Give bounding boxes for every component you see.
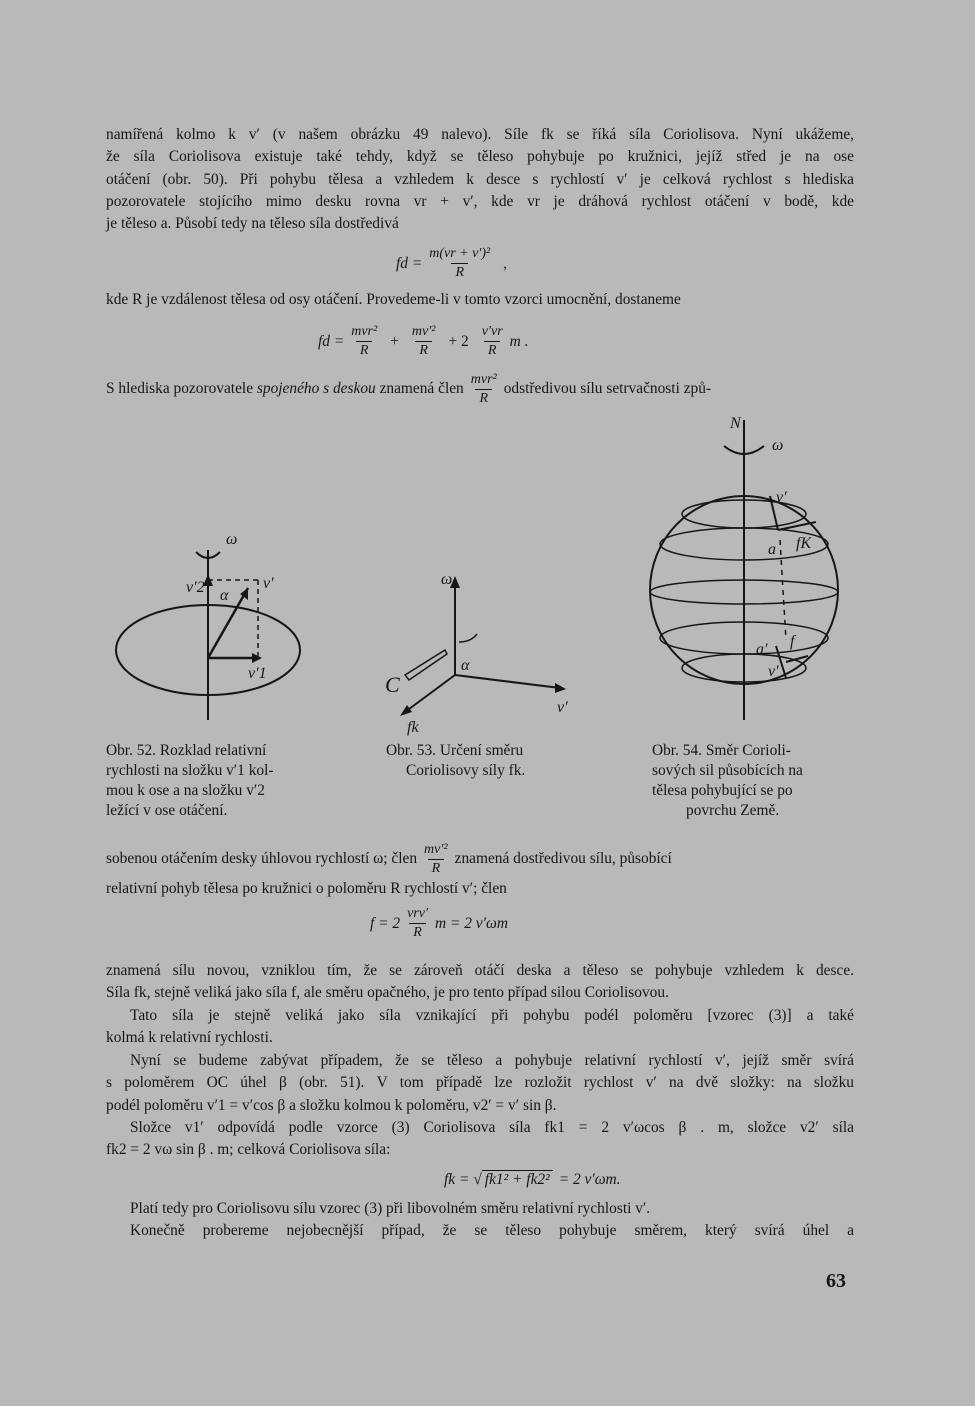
caption-line: povrchu Země. xyxy=(686,802,780,819)
figure-53-diagram xyxy=(385,570,595,740)
text-line: Síla fk, stejně veliká jako síla f, ale směru opačného, je pro tento případ silou Coriolisovou. xyxy=(106,984,669,1002)
label-v-top: v′ xyxy=(776,489,787,506)
text-span: znamená dostředivou sílu, působící xyxy=(454,850,672,868)
numerator: v′vr xyxy=(481,324,503,339)
text-line: kde R je vzdálenost tělesa od osy otáčení. Provedeme-li v tomto vzorci umocnění, dostaneme xyxy=(106,291,681,308)
equation-3 xyxy=(370,906,508,941)
text-line: fk2 = 2 vω sin β . m; celková Coriolisova síla: xyxy=(106,1141,391,1159)
paragraph-1 xyxy=(106,124,854,235)
caption-figure-52 xyxy=(106,741,274,821)
numerator: mv′² xyxy=(424,842,448,857)
equation-tail: m . xyxy=(509,332,529,350)
numerator: vrv′ xyxy=(407,906,429,921)
denominator: R xyxy=(356,341,373,359)
arrowhead xyxy=(400,705,412,716)
italic-span: spojeného s deskou xyxy=(256,380,376,398)
numerator: mvr² xyxy=(470,372,497,387)
caption-line: tělesa pohybující se po xyxy=(652,782,793,799)
angle-arc xyxy=(459,634,477,642)
fraction xyxy=(403,906,432,941)
equation-tail: = 2 v′ωm. xyxy=(558,1170,621,1188)
text-line: relativní pohyb tělesa po kružnici o poloměru R rychlostí v′; člen xyxy=(106,880,507,897)
paragraph-8 xyxy=(106,1117,854,1162)
equation-lhs: fd = xyxy=(396,254,423,272)
plus-sign: + xyxy=(390,332,399,350)
text-span: odstředivou sílu setrvačnosti způ- xyxy=(503,380,712,398)
paragraph-7 xyxy=(106,1050,854,1117)
text-span: sobenou otáčením desky úhlovou rychlostí ω; člen xyxy=(106,850,418,868)
paragraph-4-line-2 xyxy=(106,878,854,900)
paragraph-5 xyxy=(106,960,854,1005)
sqrt-sign: √ xyxy=(473,1170,482,1188)
text-line: s poloměrem OC úhel β (obr. 51). V tom případě lze rozložit rychlost v′ na dvě složky: na složku xyxy=(106,1074,854,1092)
label-a: a xyxy=(768,541,776,558)
plus-two: + 2 xyxy=(448,332,469,350)
axis-v xyxy=(455,675,560,688)
denominator: R xyxy=(415,341,432,359)
fraction xyxy=(420,842,452,877)
equation-lhs: fk = xyxy=(444,1170,470,1188)
paragraph-9 xyxy=(106,1198,854,1243)
label-c: C xyxy=(385,672,400,697)
text-span: znamená člen xyxy=(379,380,464,398)
text-span: S hlediska pozorovatele xyxy=(106,380,254,398)
label-fk-top: fK xyxy=(796,535,812,552)
equation-tail: m = 2 v′ωm xyxy=(435,914,508,932)
figure-54-diagram xyxy=(640,410,860,730)
fraction xyxy=(347,324,381,359)
label-v2: v′2 xyxy=(186,579,205,596)
text-line: Platí tedy pro Coriolisovu sílu vzorec (3) při libovolném směru relativní rychlosti v′. xyxy=(130,1200,651,1217)
caption-line: mou k ose a na složku v′2 xyxy=(106,782,265,799)
sqrt-argument: fk1² + fk2² xyxy=(482,1170,553,1189)
numerator: m(vr + v′)² xyxy=(429,246,491,261)
text-line: otáčení (obr. 50). Při pohybu tělesa a vzhledem k desce s rychlostí v′ je celková rychlost s hlediska xyxy=(106,170,854,188)
text-line: namířená kolmo k v′ (v našem obrázku 49 nalevo). Síle fk se říká síla Coriolisova. Nyní ukážeme, xyxy=(106,126,854,143)
text-line: kolmá k relativní rychlosti. xyxy=(106,1029,273,1047)
meridian-dashed xyxy=(780,540,786,640)
numerator: mv′² xyxy=(411,324,436,339)
caption-figure-53 xyxy=(386,741,525,781)
caption-line: ležící v ose otáčení. xyxy=(106,802,228,819)
text-line: Nyní se budeme zabývat případem, že se těleso a pohybuje relativní rychlostí v′, jejíž směr svírá xyxy=(130,1052,854,1069)
equation-tail: , xyxy=(503,254,508,272)
caption-line: Obr. 54. Směr Corioli- xyxy=(652,742,791,759)
caption-line: rychlosti na složku v′1 kol- xyxy=(106,762,274,779)
numerator: mvr² xyxy=(351,324,378,339)
coriolis-arrow xyxy=(778,522,816,530)
caption-line: Obr. 52. Rozklad relativní xyxy=(106,742,267,759)
fraction xyxy=(467,372,501,407)
label-f: f xyxy=(790,633,795,650)
label-v1: v′1 xyxy=(248,665,267,682)
text-line: je těleso a. Působí tedy na těleso síla dostředivá xyxy=(106,215,399,233)
text-line: podél poloměru v′1 = v′cos β a složku kolmou k poloměru, v2′ = v′ sin β. xyxy=(106,1096,557,1114)
paragraph-4-line-1 xyxy=(106,842,854,877)
denominator: R xyxy=(451,263,468,281)
label-omega: ω xyxy=(226,531,238,548)
caption-line: Coriolisovy síly fk. xyxy=(406,762,526,779)
label-a-prime: a′ xyxy=(756,641,768,658)
label-fk: fk xyxy=(407,719,419,736)
arrowhead xyxy=(252,653,262,663)
text-line: znamená sílu novou, vzniklou tím, že se zároveň otáčí deska a těleso se pohybuje vzhledem k desce. xyxy=(106,962,854,979)
label-alpha: α xyxy=(461,657,470,674)
caption-line: Obr. 53. Určení směru xyxy=(386,742,524,759)
denominator: R xyxy=(484,341,501,359)
denominator: R xyxy=(428,859,445,877)
fraction xyxy=(408,324,440,359)
caption-line: sových sil působících na xyxy=(652,762,803,779)
figure-52-diagram xyxy=(108,530,328,730)
axis-fk xyxy=(405,675,455,712)
text-line: Konečně probereme nejobecnější případ, že se těleso pohybuje směrem, který svírá úhel a xyxy=(130,1222,854,1240)
fraction xyxy=(478,324,507,359)
label-omega: ω xyxy=(441,571,453,588)
caption-figure-54 xyxy=(652,741,803,821)
page-number: 63 xyxy=(826,1270,846,1292)
equation-lhs: fd = xyxy=(318,332,345,350)
equation-1 xyxy=(396,246,513,281)
fraction xyxy=(425,246,494,281)
label-v-bottom: v′ xyxy=(768,663,779,680)
paragraph-6 xyxy=(106,1005,854,1050)
label-omega: ω xyxy=(772,437,784,454)
paragraph-3 xyxy=(106,372,854,407)
text-line: že síla Coriolisova existuje také tehdy, když se těleso pohybuje po kružnici, jejíž střed je na ose xyxy=(106,148,854,166)
text-line: Tato síla je stejně veliká jako síla vznikající při pohybu podél poloměru [vzorec (3)] a také xyxy=(130,1007,854,1024)
rotation-cylinder xyxy=(405,650,447,680)
equation-4 xyxy=(444,1170,621,1189)
text-line: pozorovatele stojícího mimo desku rovna vr + v′, kde vr je dráhová rychlost otáčení v bodě, kde xyxy=(106,192,854,210)
denominator: R xyxy=(475,389,492,407)
label-n: N xyxy=(730,415,741,432)
equation-lhs: f = 2 xyxy=(370,914,401,932)
label-alpha: α xyxy=(220,587,229,604)
label-v: v′ xyxy=(263,575,274,592)
arrowhead xyxy=(555,683,566,693)
denominator: R xyxy=(409,923,426,941)
equation-2 xyxy=(318,324,528,359)
paragraph-2 xyxy=(106,289,854,311)
text-line: Složce v1′ odpovídá podle vzorce (3) Coriolisova síla fk1 = 2 v′ωcos β . m, složce v2′ síla xyxy=(130,1119,854,1136)
label-v: v′ xyxy=(557,699,568,716)
